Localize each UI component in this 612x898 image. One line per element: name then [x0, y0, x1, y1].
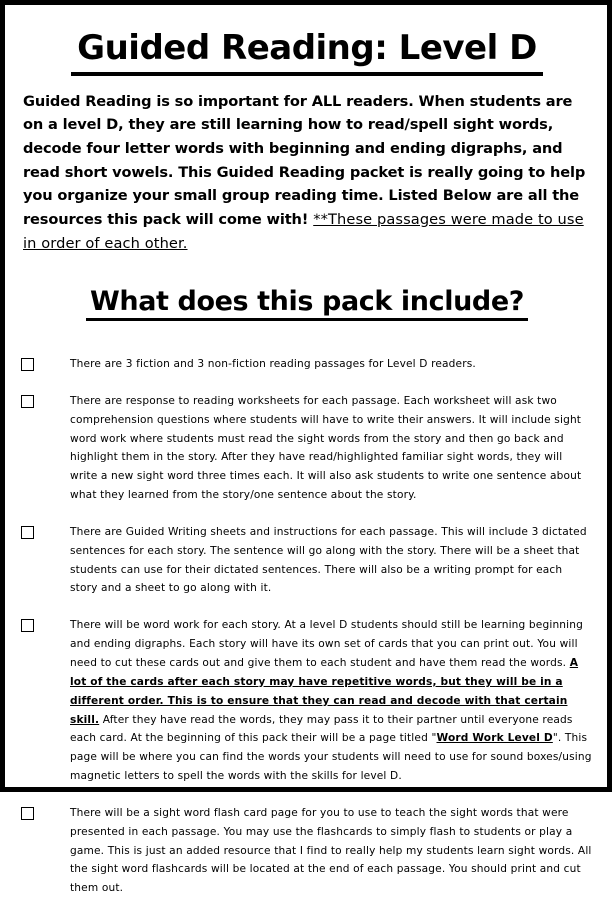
body-text: There are response to reading worksheets for each passage. Each worksheet will ask two comprehension questions where students will have to write their answers. It will include sight word work where students must read the sight words from the story and then go back and highlight them in the story. After they have read/highlighted familiar sight words, they will write a new sight word three times each. It will also ask students to write one sentence about what they learned from the story/one sentence about the story.	[70, 394, 582, 502]
body-text: There are Guided Writing sheets and instructions for each passage. This will include 3 dictated sentences for each story. The sentence will go along with the story. There will be a sheet that students can use for their dictated sentences. There will also be a writing prompt for each story and a sheet to go along with it.	[70, 525, 587, 595]
checkbox-icon[interactable]	[21, 526, 34, 539]
list-item-text	[70, 804, 593, 898]
body-text: After they have read the words, they may pass it to their partner until everyone reads each card. At the beginning of this pack their will be a page titled "	[70, 713, 573, 745]
intro-main-text: Guided Reading is so important for ALL readers. When students are on a level D, they are still learning how to read/spell sight words, decode four letter words with beginning and ending digraphs, and read short vowels. This Guided Reading packet is really going to help you organize your small group reading time. Listed Below are all the resources this pack will come with!	[23, 92, 586, 228]
emphasized-text: A lot of the cards after each story may have repetitive words, but they will be in a different order. This is to ensure that they can read and decode with that certain skill.	[70, 657, 579, 726]
page-title-container	[21, 21, 593, 76]
list-item	[21, 392, 593, 505]
list-item-text	[70, 616, 593, 786]
checklist	[21, 355, 593, 898]
checkbox-icon[interactable]	[21, 395, 34, 408]
body-text: There will be a sight word flash card page for you to use to teach the sight words that were presented in each passage. You may use the flashcards to simply flash to students or play a game. This is just an added resource that I find to really help my students learn sight words. All the sight word flashcards will be located at the end of each passage. You should print and cut them out.	[70, 806, 592, 895]
list-item	[21, 523, 593, 598]
emphasized-text: Word Work Level D	[436, 732, 553, 745]
intro-paragraph	[23, 90, 591, 255]
body-text: ". This page will be where you can find the words your students will need to use for sound boxes/using magnetic letters to spell the words with the skills for level D.	[70, 732, 592, 783]
intro-note-text: **These passages were made to use in order of each other.	[23, 210, 584, 252]
list-item-text	[70, 355, 593, 374]
list-item-text	[70, 523, 593, 598]
list-item	[21, 355, 593, 374]
section-heading: What does this pack include?	[86, 286, 528, 321]
list-item	[21, 616, 593, 786]
body-text: There will be word work for each story. At a level D students should still be learning beginning and ending digraphs. Each story will have its own set of cards that you can print out. You will need to cut these cards out and give them to each student and have them read the words.	[70, 619, 584, 669]
list-item	[21, 804, 593, 898]
body-text: There are 3 fiction and 3 non-fiction reading passages for Level D readers.	[70, 358, 476, 371]
section-heading-container	[21, 263, 593, 343]
list-item-text	[70, 392, 593, 505]
checkbox-icon[interactable]	[21, 807, 34, 820]
checkbox-icon[interactable]	[21, 358, 34, 371]
page-title: Guided Reading: Level D	[77, 28, 537, 68]
checkbox-icon[interactable]	[21, 619, 34, 632]
page-title-underline-wrap	[71, 21, 543, 76]
